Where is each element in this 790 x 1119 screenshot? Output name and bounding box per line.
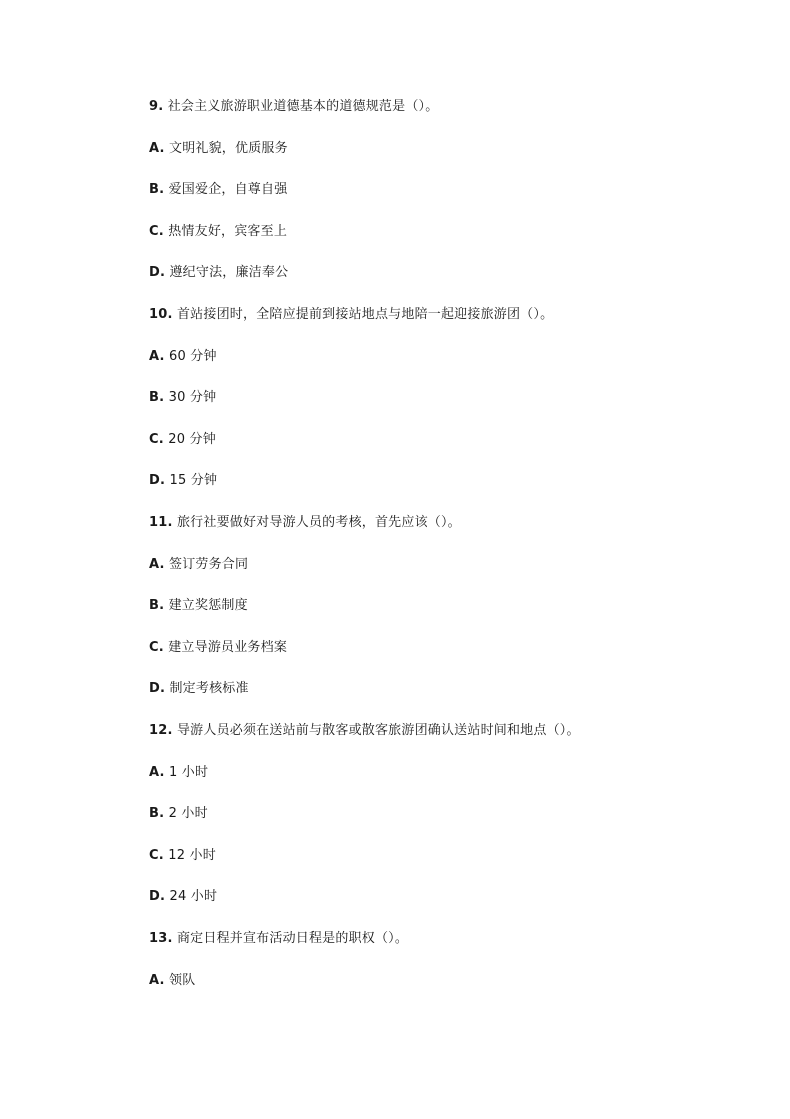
option-10-d — [149, 473, 217, 489]
option-13-a — [149, 973, 195, 989]
option-text: 1 小时 — [169, 765, 209, 780]
option-text: 遵纪守法，廉洁奉公 — [169, 265, 289, 280]
option-text: 60 分钟 — [169, 349, 217, 364]
option-9-d — [149, 265, 288, 281]
option-label: B. — [149, 182, 165, 197]
option-label: C. — [149, 432, 164, 447]
option-label: C. — [149, 640, 164, 655]
option-12-a — [149, 765, 208, 781]
option-10-b — [149, 390, 216, 406]
option-label: C. — [149, 848, 164, 863]
option-text: 建立导游员业务档案 — [168, 640, 288, 655]
option-12-d — [149, 889, 217, 905]
option-12-b — [149, 806, 208, 822]
question-text: 商定日程并宣布活动日程是的职权（）。 — [176, 931, 409, 946]
option-text: 热情友好，宾客至上 — [168, 224, 288, 239]
question-text: 社会主义旅游职业道德基本的道德规范是（）。 — [167, 99, 439, 114]
option-11-b — [149, 598, 248, 614]
option-label: D. — [149, 473, 166, 488]
option-text: 制定考核标准 — [169, 681, 249, 696]
option-text: 12 小时 — [168, 848, 216, 863]
option-9-c — [149, 224, 287, 240]
option-text: 15 分钟 — [169, 473, 218, 488]
question-number: 12. — [149, 723, 173, 738]
option-text: 文明礼貌，优质服务 — [169, 141, 288, 156]
option-text: 建立奖惩制度 — [168, 598, 248, 613]
option-9-a — [149, 141, 288, 157]
option-11-a — [149, 557, 248, 573]
option-label: D. — [149, 889, 166, 904]
option-10-c — [149, 432, 216, 448]
option-label: A. — [149, 349, 165, 364]
option-text: 30 分钟 — [168, 390, 217, 405]
option-12-c — [149, 848, 216, 864]
option-label: A. — [149, 765, 165, 780]
question-number: 13. — [149, 931, 173, 946]
option-label: A. — [149, 141, 165, 156]
option-11-d — [149, 681, 249, 697]
option-10-a — [149, 349, 217, 365]
question-11 — [149, 515, 461, 531]
question-13 — [149, 931, 408, 947]
question-text: 导游人员必须在送站前与散客或散客旅游团确认送站时间和地点（）。 — [176, 723, 580, 738]
question-text: 首站接团时，全陪应提前到接站地点与地陪一起迎接旅游团（）。 — [176, 307, 554, 322]
option-label: B. — [149, 806, 165, 821]
option-11-c — [149, 640, 287, 656]
option-label: B. — [149, 598, 165, 613]
question-12 — [149, 723, 580, 739]
question-text: 旅行社要做好对导游人员的考核，首先应该（）。 — [176, 515, 461, 530]
question-9 — [149, 99, 438, 115]
option-text: 20 分钟 — [168, 432, 216, 447]
option-text: 2 小时 — [168, 806, 208, 821]
option-label: B. — [149, 390, 165, 405]
option-9-b — [149, 182, 287, 198]
option-text: 爱国爱企，自尊自强 — [168, 182, 288, 197]
option-label: C. — [149, 224, 164, 239]
option-text: 领队 — [169, 973, 196, 988]
option-text: 24 小时 — [169, 889, 218, 904]
question-number: 10. — [149, 307, 173, 322]
question-10 — [149, 307, 553, 323]
option-label: D. — [149, 681, 166, 696]
option-label: A. — [149, 973, 165, 988]
question-number: 9. — [149, 99, 164, 114]
option-label: A. — [149, 557, 165, 572]
option-label: D. — [149, 265, 166, 280]
option-text: 签订劳务合同 — [169, 557, 249, 572]
question-number: 11. — [149, 515, 173, 530]
